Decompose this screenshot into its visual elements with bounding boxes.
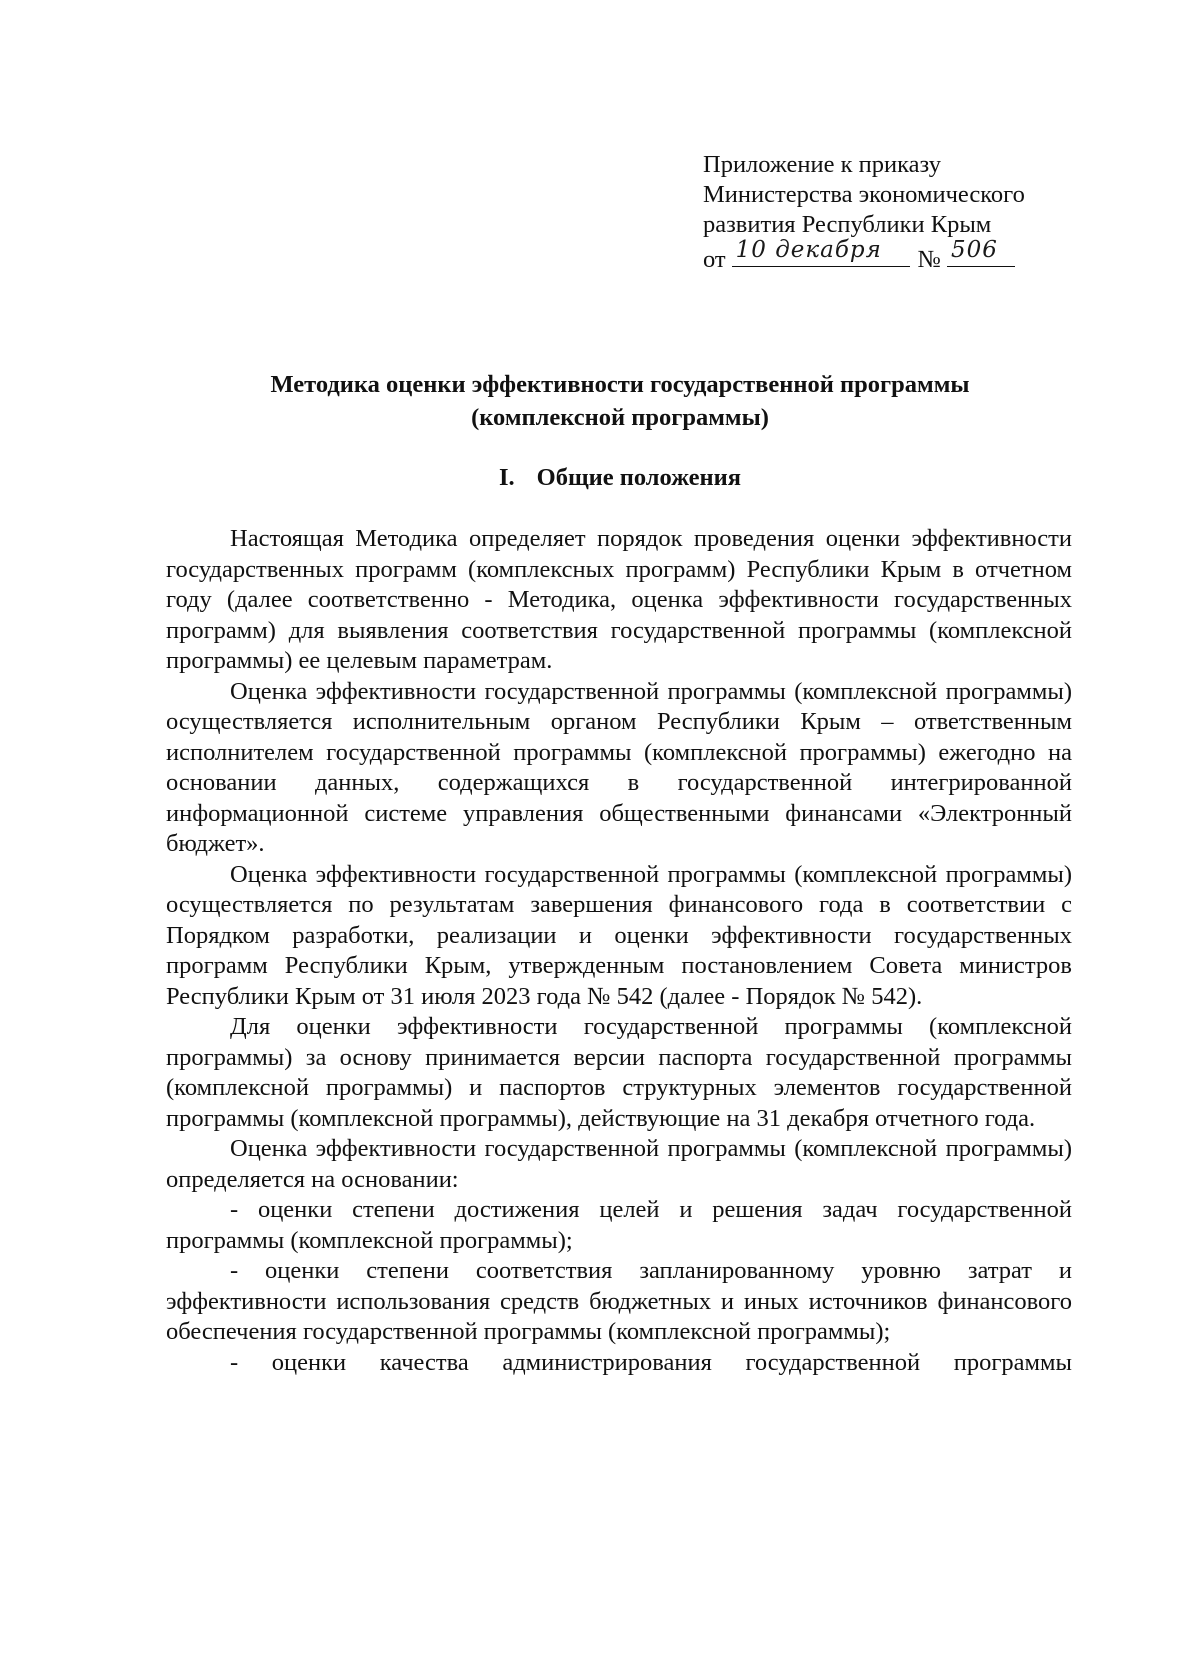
date-line [732,237,910,267]
number-prefix: № [917,246,942,273]
attachment-date-row [703,237,1083,275]
handwritten-date: 10 декабря [735,237,882,263]
attachment-line-1: Приложение к приказу [703,151,941,178]
paragraph: Оценка эффективности государственной программы (комплексной программы) осуществляется исполнительным органом Республики Крым – ответственным исполнителем государственной программы (комплексной программы) ежегодно на основании данных, содержащихся в государственной интегрированной информационной системе управления общественными финансами «Электронный бюджет». [166,677,1072,857]
section-number: I. [498,464,515,491]
handwritten-number: 506 [951,237,998,263]
list-item: - оценки качества администрирования государственной программы [230,1348,1072,1376]
title-line-1: Методика оценки эффективности государственной программы [270,371,970,398]
paragraph: Оценка эффективности государственной программы (комплексной программы) осуществляется по результатам завершения финансового года в соответствии с Порядком разработки, реализации и оценки эффективности государственных программ Республики Крым, утвержденным постановлением Совета министров Республики Крым от 31 июля 2023 года № 542 (далее - Порядок № 542). [166,860,1072,1010]
number-line [947,237,1015,267]
title-line-2: (комплексной программы) [471,404,769,431]
attachment-line-2: Министерства экономического [703,181,1025,208]
list-item: - оценки степени достижения целей и решения задач государственной программы (комплексной программы); [166,1196,1072,1254]
paragraph: Оценка эффективности государственной программы (комплексной программы) определяется на основании: [166,1135,1072,1193]
list-item: - оценки степени соответствия запланированному уровню затрат и эффективности использования средств бюджетных и иных источников финансового обеспечения государственной программы (комплексной программы); [166,1257,1072,1345]
section-title: Общие положения [536,464,741,491]
section-heading [160,462,1080,494]
document-body [166,524,1072,1378]
attachment-header [703,150,1083,275]
date-prefix: от [703,246,726,273]
document-title [160,368,1080,434]
paragraph: Настоящая Методика определяет порядок проведения оценки эффективности государственных программ (комплексных программ) Республики Крым в отчетном году (далее соответственно - Методика, оценка эффективности государственных программ) для выявления соответствия государственной программы (комплексной программы) ее целевым параметрам. [166,525,1072,674]
paragraph: Для оценки эффективности государственной программы (комплексной программы) за основу принимается версии паспорта государственной программы (комплексной программы) и паспортов структурных элементов государственной программы (комплексной программы), действующие на 31 декабря отчетного года. [166,1013,1072,1132]
attachment-line-3: развития Республики Крым [703,211,992,238]
